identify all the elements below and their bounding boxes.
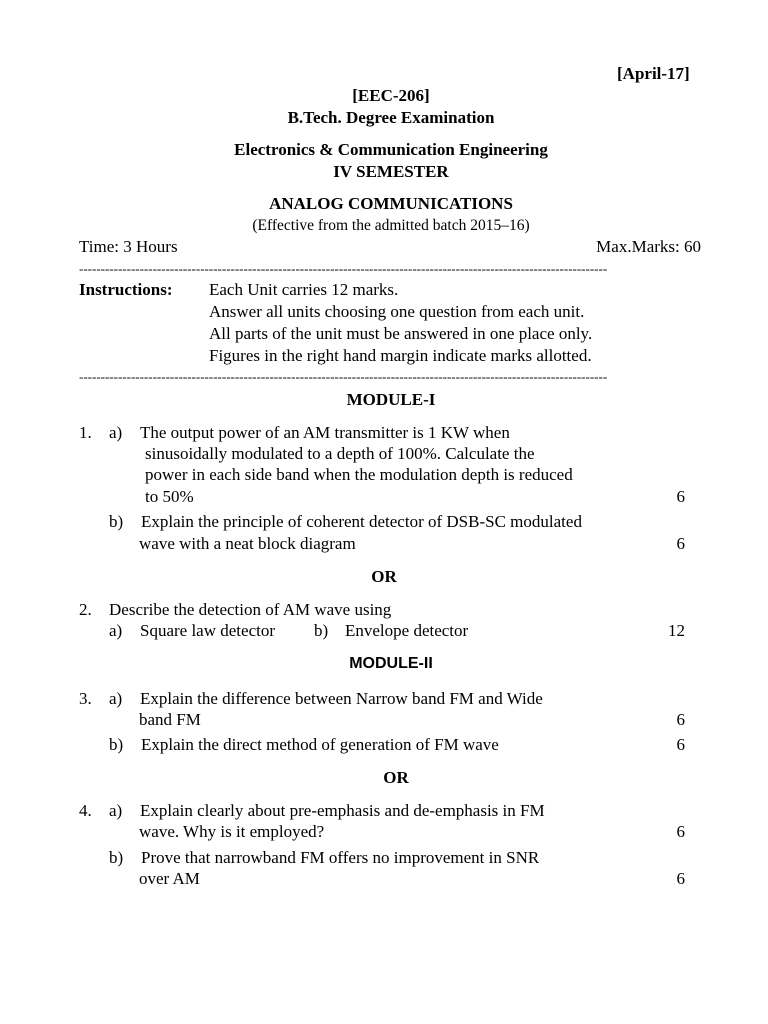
separator-bottom: --------------------------------------------------------------------------------------------------------------------------	[79, 370, 608, 384]
question-number: 2.	[79, 600, 92, 619]
question-text: band FM	[139, 710, 201, 729]
question-text: sinusoidally modulated to a depth of 100%. Calculate the	[145, 444, 535, 463]
marks: 12	[668, 621, 685, 640]
marks: 6	[676, 487, 685, 506]
exam-time: Time: 3 Hours	[79, 237, 178, 256]
question-text: wave with a neat block diagram	[139, 534, 356, 553]
module-title: MODULE-I	[346, 390, 436, 409]
separator-top: --------------------------------------------------------------------------------------------------------------------------	[79, 262, 608, 276]
module-title: MODULE-II	[349, 655, 433, 672]
question-text: Describe the detection of AM wave using	[109, 600, 392, 619]
part-label: a)	[109, 689, 123, 708]
question-text: The output power of an AM transmitter is 1 KW when	[140, 423, 510, 442]
question-text: to 50%	[145, 487, 194, 506]
part-label: a)	[109, 621, 123, 640]
marks: 6	[676, 822, 685, 841]
question-text: Explain clearly about pre-emphasis and de-emphasis in FM	[140, 801, 545, 820]
semester: IV SEMESTER	[333, 162, 449, 181]
question-number: 3.	[79, 689, 92, 708]
question-text: Explain the principle of coherent detector of DSB-SC modulated	[141, 512, 582, 531]
question-text: wave. Why is it employed?	[139, 822, 325, 841]
question-text: Explain the difference between Narrow band FM and Wide	[140, 689, 543, 708]
part-label: a)	[109, 801, 123, 820]
question-text: Square law detector	[140, 621, 275, 640]
question-text: Prove that narrowband FM offers no improvement in SNR	[141, 848, 540, 867]
part-label: b)	[109, 735, 124, 754]
question-number: 4.	[79, 801, 92, 820]
marks: 6	[676, 869, 685, 888]
instruction-line: Answer all units choosing one question from each unit.	[209, 302, 585, 321]
effective-note: (Effective from the admitted batch 2015–16)	[252, 217, 530, 234]
subject-title: ANALOG COMMUNICATIONS	[269, 194, 513, 213]
course-code: [EEC-206]	[352, 86, 430, 105]
or-divider: OR	[371, 567, 397, 586]
marks: 6	[676, 710, 685, 729]
exam-date: [April-17]	[617, 64, 690, 83]
instructions-label: Instructions:	[79, 280, 173, 299]
part-label: b)	[109, 512, 124, 531]
question-text: Envelope detector	[345, 621, 469, 640]
branch-name: Electronics & Communication Engineering	[234, 140, 548, 159]
part-label: b)	[109, 848, 124, 867]
marks: 6	[676, 534, 685, 553]
question-text: power in each side band when the modulation depth is reduced	[145, 465, 573, 484]
question-text: Explain the direct method of generation of FM wave	[141, 735, 499, 754]
question-number: 1.	[79, 423, 92, 442]
instruction-line: Each Unit carries 12 marks.	[209, 280, 399, 299]
or-divider: OR	[383, 768, 409, 787]
marks: 6	[676, 735, 685, 754]
exam-title: B.Tech. Degree Examination	[287, 108, 495, 127]
max-marks: Max.Marks: 60	[596, 237, 701, 256]
instruction-line: All parts of the unit must be answered in one place only.	[209, 324, 593, 343]
question-text: over AM	[139, 869, 200, 888]
part-label: b)	[314, 621, 329, 640]
part-label: a)	[109, 423, 123, 442]
instruction-line: Figures in the right hand margin indicate marks allotted.	[209, 346, 592, 365]
